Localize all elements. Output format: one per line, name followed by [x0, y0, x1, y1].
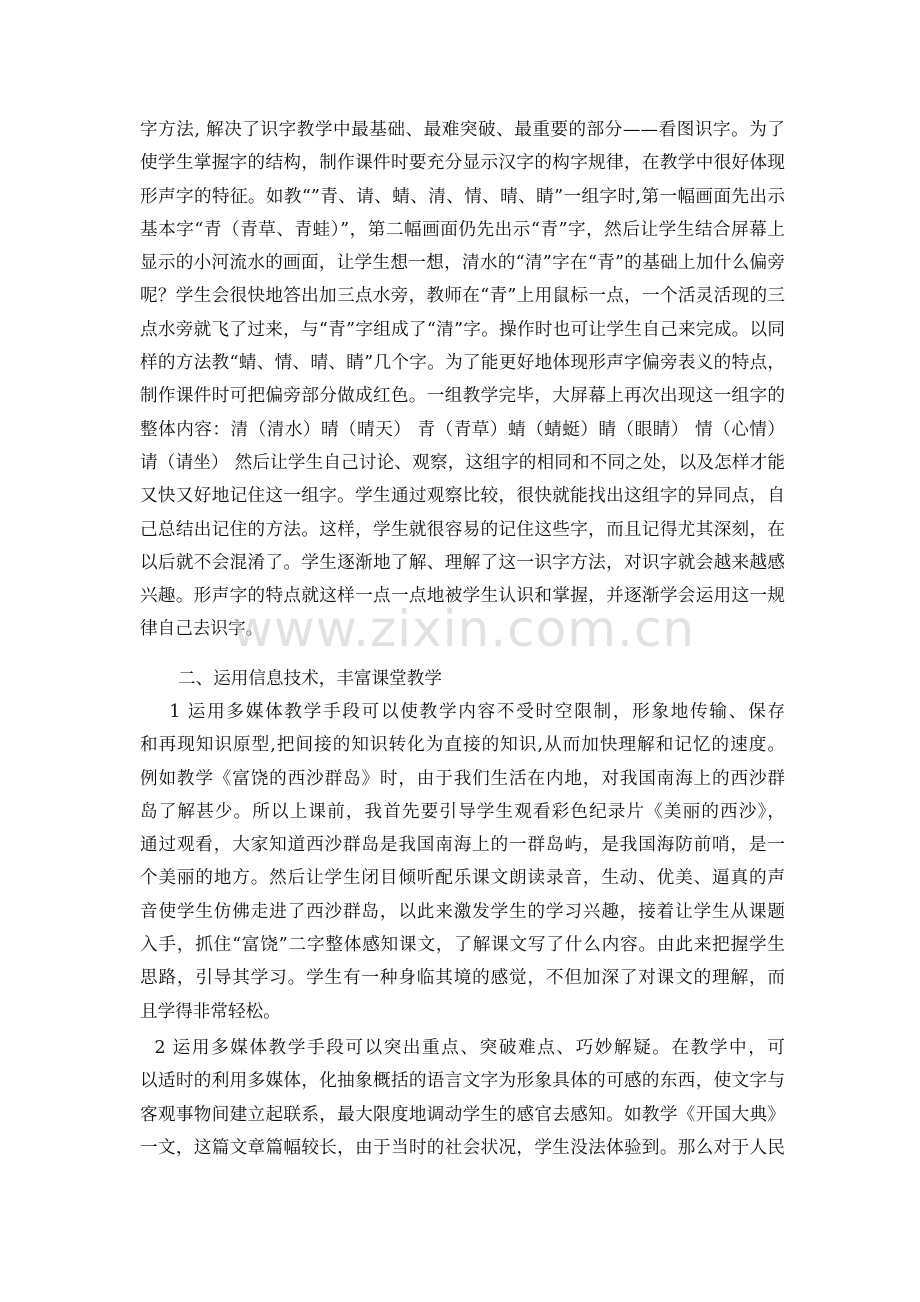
text-line: 和再现知识原型,把间接的知识转化为直接的知识,从而加快理解和记忆的速度。	[140, 735, 785, 756]
paragraph-3	[140, 1032, 785, 1165]
text-line: 例如教学《富饶的西沙群岛》时，由于我们生活在内地，对我国南海上的西沙群	[140, 768, 785, 789]
text-line: 一文，这篇文章篇幅较长，由于当时的社会状况，学生没法体验到。那么对于人民	[140, 1137, 785, 1158]
paragraph-2	[140, 696, 785, 1029]
text-line: 点水旁就飞了过来，与“青”字组成了“清”字。操作时也可让学生自己来完成。以同	[140, 319, 785, 340]
text-line: 己总结出记住的方法。这样，学生就很容易的记住这些字，而且记得尤其深刻，在	[140, 519, 785, 540]
paragraph-1	[140, 114, 785, 647]
text-line: 以后就不会混淆了。学生逐渐地了解、理解了这一识字方法，对识字就会越来越感	[140, 552, 785, 573]
text-line: 请（请坐） 然后让学生自己讨论、观察，这组字的相同和不同之处，以及怎样才能	[140, 452, 785, 473]
text-line: 形声字的特征。如教“”青、请、蜻、清、情、晴、睛”一组字时,第一幅画面先出示	[140, 186, 785, 207]
text-line: 又快又好地记住这一组字。学生通过观察比较，很快就能找出这组字的异同点，自	[140, 486, 785, 507]
watermark: www.zixin.com.cn	[232, 600, 696, 658]
text-line: 显示的小河流水的画面，让学生想一想，清水的“清”字在“青”的基础上加什么偏旁	[140, 253, 785, 274]
text-line: 入手，抓住“富饶”二字整体感知课文，了解课文写了什么内容。由此来把握学生	[140, 935, 785, 956]
text-line: 通过观看，大家知道西沙群岛是我国南海上的一群岛屿，是我国海防前哨，是一	[140, 835, 785, 856]
text-line: 制作课件时可把偏旁部分做成红色。一组教学完毕，大屏幕上再次出现这一组字的	[140, 386, 785, 407]
text-line: 字方法, 解决了识字教学中最基础、最难突破、最重要的部分——看图识字。为了	[140, 120, 785, 140]
text-line: 兴趣。形声字的特点就这样一点一点地被学生认识和掌握，并逐渐学会运用这一规	[140, 586, 785, 607]
text-line: 呢？学生会很快地答出加三点水旁，教师在“青”上用鼠标一点，一个活灵活现的三	[140, 286, 785, 307]
text-line: 2 运用多媒体教学手段可以突出重点、突破难点、巧妙解疑。在教学中，可	[140, 1038, 785, 1058]
text-line: 岛了解甚少。所以上课前，我首先要引导学生观看彩色纪录片《美丽的西沙》，	[140, 801, 785, 822]
text-line: 且学得非常轻松。	[140, 1001, 281, 1022]
text-line: 音使学生仿佛走进了西沙群岛，以此来激发学生的学习兴趣，接着让学生从课题	[140, 901, 785, 922]
text-line: 样的方法教“蜻、情、晴、睛”几个字。为了能更好地体现形声字偏旁表义的特点，	[140, 353, 785, 374]
text-line: 基本字“青（青草、青蛙）”，第二幅画面仍先出示“青”字，然后让学生结合屏幕上	[140, 219, 785, 240]
text-line: 个美丽的地方。然后让学生闭目倾听配乐课文朗读录音，生动、优美、逼真的声	[140, 868, 785, 889]
text-line: 整体内容：清（清水）晴（晴天） 青（青草）蜻（蜻蜓）睛（眼睛） 情（心情）	[140, 419, 785, 440]
text-line: 1 运用多媒体教学手段可以使教学内容不受时空限制，形象地传输、保存	[140, 702, 785, 722]
text-line: 使学生掌握字的结构，制作课件时要充分显示汉字的构字规律，在教学中很好体现	[140, 153, 785, 174]
text-line: 律自己去识字。	[140, 619, 264, 640]
text-line: 以适时的利用多媒体，化抽象概括的语言文字为形象具体的可感的东西，使文字与	[140, 1071, 785, 1092]
section-heading: 二、运用信息技术，丰富课堂教学	[178, 669, 442, 689]
text-line: 思路，引导其学习。学生有一种身临其境的感觉，不但加深了对课文的理解，而	[140, 968, 785, 989]
text-line: 客观事物间建立起联系，最大限度地调动学生的感官去感知。如教学《开国大典》	[140, 1104, 785, 1125]
